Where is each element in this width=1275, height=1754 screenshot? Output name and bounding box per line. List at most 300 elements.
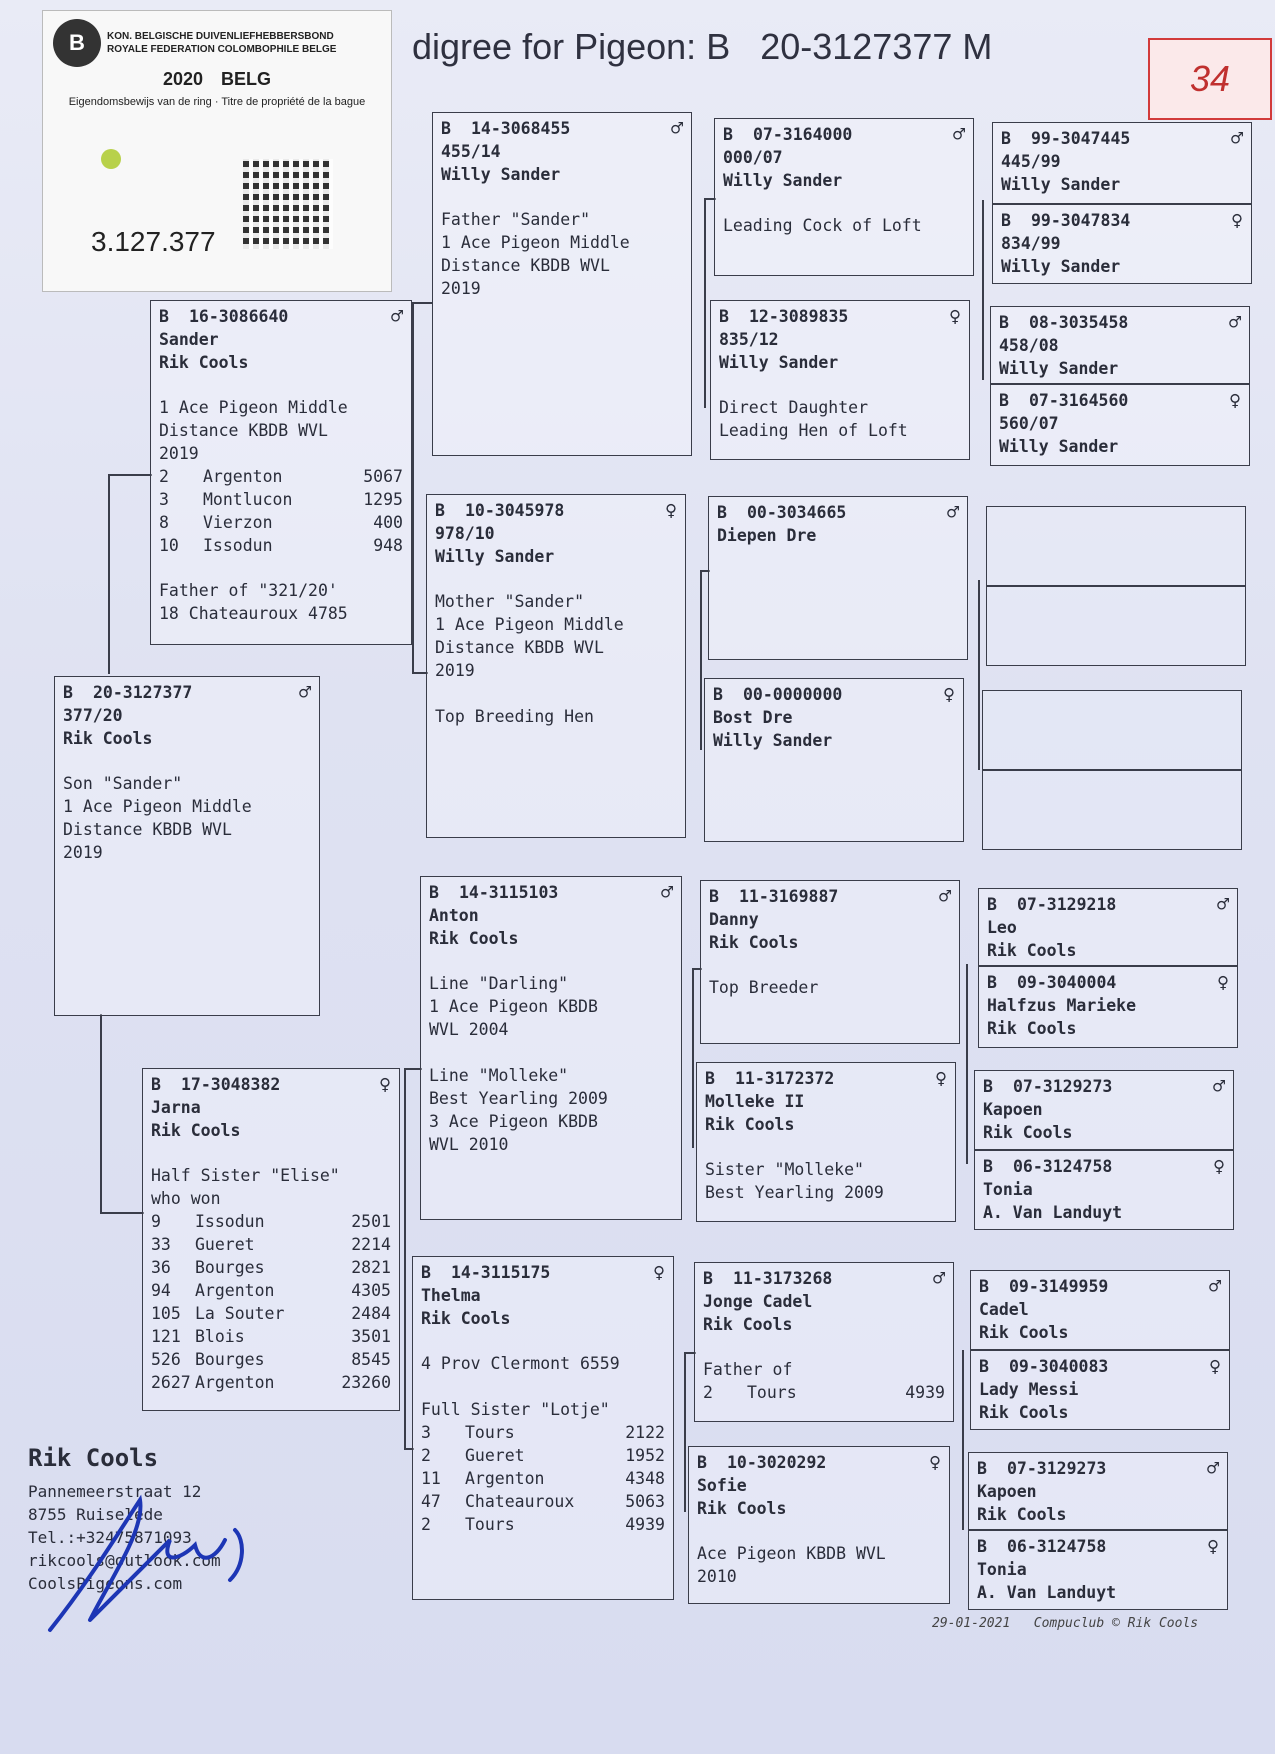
pigeon-card-g9 bbox=[978, 888, 1238, 966]
pigeon-name-line: Rik Cools bbox=[421, 1309, 511, 1328]
note-line: 1 Ace Pigeon Middle bbox=[441, 233, 630, 252]
result-race: Tours bbox=[747, 1383, 797, 1402]
country-code: B bbox=[435, 501, 445, 520]
pigeon-card-g16 bbox=[968, 1530, 1228, 1610]
note-line: Father "Sander" bbox=[441, 210, 591, 229]
pigeon-card-sire bbox=[150, 300, 412, 645]
result-place: 94 bbox=[151, 1281, 171, 1300]
ring-number: 00-3034665 bbox=[747, 503, 847, 522]
note-line: Distance KBDB WVL bbox=[441, 256, 610, 275]
pigeon-card-dsd bbox=[696, 1062, 956, 1222]
result-birds: 2214 bbox=[351, 1235, 391, 1254]
connector-line bbox=[404, 1318, 406, 1448]
result-birds: 4939 bbox=[625, 1515, 665, 1534]
pigeon-name-line: 560/07 bbox=[999, 414, 1059, 433]
page-title: digree for Pigeon: B 20-3127377 M bbox=[412, 26, 993, 67]
connector-line bbox=[700, 570, 702, 750]
connector-line bbox=[704, 198, 706, 408]
result-row bbox=[151, 1302, 391, 1325]
spacer bbox=[441, 186, 683, 208]
result-race: Argenton bbox=[195, 1281, 275, 1300]
pigeon-header bbox=[713, 683, 955, 706]
male-icon: ♂ bbox=[938, 884, 951, 908]
female-icon: ♀ bbox=[1206, 1534, 1219, 1558]
result-race: Vierzon bbox=[203, 513, 273, 532]
male-icon: ♂ bbox=[946, 500, 959, 524]
result-row bbox=[151, 1256, 391, 1279]
country-code: B bbox=[441, 119, 451, 138]
note-line: 4 Prov Clermont 6559 bbox=[421, 1354, 620, 1373]
pigeon-name-line: Rik Cools bbox=[977, 1505, 1067, 1524]
ring-number: 99-3047445 bbox=[1031, 129, 1131, 148]
country-code: B bbox=[697, 1453, 707, 1472]
pigeon-name-line: 458/08 bbox=[999, 336, 1059, 355]
result-race: Bourges bbox=[195, 1350, 265, 1369]
owner-street: Pannemeerstraat 12 bbox=[28, 1482, 202, 1501]
result-row bbox=[421, 1421, 665, 1444]
result-race: La Souter bbox=[195, 1304, 285, 1323]
result-place: 3 bbox=[159, 490, 169, 509]
note-line: Line "Molleke" bbox=[429, 1066, 569, 1085]
pigeon-name-line: Rik Cools bbox=[159, 353, 249, 372]
spacer bbox=[709, 954, 951, 976]
ring-card-country: BELG bbox=[221, 69, 272, 89]
note-line: Distance KBDB WVL bbox=[435, 638, 604, 657]
spacer bbox=[159, 374, 403, 396]
note-line: WVL 2004 bbox=[429, 1020, 509, 1039]
country-code: B bbox=[429, 883, 439, 902]
pigeon-name-line: Molleke II bbox=[705, 1092, 805, 1111]
note-line: who won bbox=[151, 1189, 221, 1208]
note-line: Distance KBDB WVL bbox=[159, 421, 328, 440]
country-code: B bbox=[159, 307, 169, 326]
result-row bbox=[151, 1210, 391, 1233]
ring-number: 00-0000000 bbox=[743, 685, 843, 704]
note-line: Best Yearling 2009 bbox=[429, 1089, 608, 1108]
connector-line bbox=[692, 968, 694, 1148]
note-line: Top Breeding Hen bbox=[435, 707, 594, 726]
country-code: B bbox=[1001, 129, 1011, 148]
pigeon-card-dam bbox=[142, 1068, 400, 1411]
pigeon-name-line: Rik Cools bbox=[703, 1315, 793, 1334]
pigeon-header bbox=[159, 305, 403, 328]
pigeon-card-sds bbox=[708, 496, 968, 660]
result-race: Argenton bbox=[195, 1373, 275, 1392]
female-icon: ♀ bbox=[664, 498, 677, 522]
female-icon: ♀ bbox=[378, 1072, 391, 1096]
connector-line bbox=[404, 1068, 406, 1318]
pigeon-name-line: Willy Sander bbox=[999, 359, 1119, 378]
country-code: B bbox=[977, 1537, 987, 1556]
pigeon-header bbox=[979, 1275, 1221, 1298]
pigeon-card-g14 bbox=[970, 1350, 1230, 1430]
country-code: B bbox=[999, 391, 1009, 410]
result-race: Montlucon bbox=[203, 490, 293, 509]
result-place: 2627 bbox=[151, 1373, 191, 1392]
note-line bbox=[429, 1041, 673, 1064]
pigeon-name-line: Rik Cools bbox=[151, 1121, 241, 1140]
result-place: 121 bbox=[151, 1327, 181, 1346]
qr-code-icon bbox=[243, 159, 333, 249]
pigeon-header bbox=[987, 893, 1229, 916]
male-icon: ♂ bbox=[932, 1266, 945, 1290]
male-icon: ♂ bbox=[1208, 1274, 1221, 1298]
country-code: B bbox=[719, 307, 729, 326]
ring-number: 14-3115175 bbox=[451, 1263, 551, 1282]
pigeon-name-line: Rik Cools bbox=[709, 933, 799, 952]
note-line: Full Sister "Lotje" bbox=[421, 1400, 610, 1419]
result-race: Blois bbox=[195, 1327, 245, 1346]
ring-number: 07-3164560 bbox=[1029, 391, 1129, 410]
result-row bbox=[151, 1279, 391, 1302]
pigeon-card-g3 bbox=[990, 306, 1250, 384]
result-birds: 4348 bbox=[625, 1469, 665, 1488]
owner-web: CoolsPigeons.com bbox=[28, 1574, 183, 1593]
note-line: 18 Chateauroux 4785 bbox=[159, 604, 348, 623]
ring-number: 11-3169887 bbox=[739, 887, 839, 906]
result-place: 2 bbox=[703, 1383, 713, 1402]
spacer bbox=[435, 568, 677, 590]
ring-card-owner-line: Eigendomsbewijs van de ring · Titre de propriété de la bague bbox=[68, 96, 366, 108]
ring-card-number: 3.127.377 bbox=[91, 226, 216, 257]
pigeon-card-ds bbox=[420, 876, 682, 1220]
signature-icon bbox=[30, 1470, 270, 1650]
kbdb-logo-icon: B bbox=[53, 19, 101, 67]
pigeon-name-line: 377/20 bbox=[63, 706, 123, 725]
country-code: B bbox=[983, 1157, 993, 1176]
note-line: WVL 2010 bbox=[429, 1135, 509, 1154]
pigeon-card-g4 bbox=[990, 384, 1250, 466]
note-line: 1 Ace Pigeon KBDB bbox=[429, 997, 598, 1016]
ring-number: 99-3047834 bbox=[1031, 211, 1131, 230]
pigeon-name-line: Willy Sander bbox=[723, 171, 843, 190]
result-place: 2 bbox=[421, 1515, 431, 1534]
pigeon-name-line: Willy Sander bbox=[713, 731, 833, 750]
result-place: 8 bbox=[159, 513, 169, 532]
pigeon-name-line: Kapoen bbox=[977, 1482, 1037, 1501]
country-code: B bbox=[987, 973, 997, 992]
result-place: 10 bbox=[159, 536, 179, 555]
pigeon-name-line: Sofie bbox=[697, 1476, 747, 1495]
pigeon-name-line: Rik Cools bbox=[983, 1123, 1073, 1142]
female-icon: ♀ bbox=[1228, 388, 1241, 412]
note-line: Father of "321/20' bbox=[159, 581, 338, 600]
male-icon: ♂ bbox=[670, 116, 683, 140]
ring-number: 06-3124758 bbox=[1007, 1537, 1107, 1556]
spacer bbox=[421, 1330, 665, 1352]
pigeon-name-line: Danny bbox=[709, 910, 759, 929]
ring-number: 06-3124758 bbox=[1013, 1157, 1113, 1176]
ring-number: 11-3172372 bbox=[735, 1069, 835, 1088]
connector-line bbox=[978, 580, 980, 770]
pigeon-header bbox=[983, 1075, 1225, 1098]
pigeon-name-line: 445/99 bbox=[1001, 152, 1061, 171]
male-icon: ♂ bbox=[1206, 1456, 1219, 1480]
note-line: 3 Ace Pigeon KBDB bbox=[429, 1112, 598, 1131]
result-race: Gueret bbox=[195, 1235, 255, 1254]
result-row bbox=[159, 534, 403, 557]
pigeon-name-line: Rik Cools bbox=[979, 1403, 1069, 1422]
pigeon-header bbox=[421, 1261, 665, 1284]
result-race: Chateauroux bbox=[465, 1492, 575, 1511]
male-icon: ♂ bbox=[1212, 1074, 1225, 1098]
result-birds: 4305 bbox=[351, 1281, 391, 1300]
pigeon-name-line: Rik Cools bbox=[987, 941, 1077, 960]
owner-name: Rik Cools bbox=[28, 1444, 159, 1472]
note-line: Top Breeder bbox=[709, 978, 819, 997]
pigeon-header bbox=[703, 1267, 945, 1290]
result-birds: 948 bbox=[373, 536, 403, 555]
pigeon-header bbox=[977, 1535, 1219, 1558]
result-race: Issodun bbox=[203, 536, 273, 555]
result-race: Tours bbox=[465, 1423, 515, 1442]
pigeon-name-line: Rik Cools bbox=[987, 1019, 1077, 1038]
pigeon-name-line: 000/07 bbox=[723, 148, 783, 167]
connector-line bbox=[962, 1350, 964, 1530]
result-row bbox=[151, 1233, 391, 1256]
owner-city: 8755 Ruiselede bbox=[28, 1505, 163, 1524]
pigeon-name-line: Willy Sander bbox=[719, 353, 839, 372]
pigeon-name-line: Tonia bbox=[977, 1560, 1027, 1579]
male-icon: ♂ bbox=[298, 680, 311, 704]
result-birds: 4939 bbox=[905, 1383, 945, 1402]
result-race: Argenton bbox=[465, 1469, 545, 1488]
spacer bbox=[705, 1136, 947, 1158]
spacer bbox=[151, 1142, 391, 1164]
note-line: 1 Ace Pigeon Middle bbox=[159, 398, 348, 417]
pigeon-header bbox=[705, 1067, 947, 1090]
male-icon: ♂ bbox=[1228, 310, 1241, 334]
result-birds: 5063 bbox=[625, 1492, 665, 1511]
pigeon-header bbox=[719, 305, 961, 328]
result-place: 33 bbox=[151, 1235, 171, 1254]
connector-line bbox=[412, 302, 432, 304]
country-code: B bbox=[63, 683, 73, 702]
pigeon-name-line: Tonia bbox=[983, 1180, 1033, 1199]
female-icon: ♀ bbox=[652, 1260, 665, 1284]
pigeon-name-line: Kapoen bbox=[983, 1100, 1043, 1119]
result-row bbox=[159, 465, 403, 488]
result-row bbox=[421, 1513, 665, 1536]
pigeon-header bbox=[441, 117, 683, 140]
pigeon-card-g11 bbox=[974, 1070, 1234, 1150]
result-birds: 1952 bbox=[625, 1446, 665, 1465]
pigeon-card-g1 bbox=[992, 122, 1252, 204]
pigeon-card-g10 bbox=[978, 966, 1238, 1048]
male-icon: ♂ bbox=[390, 304, 403, 328]
note-line: 2019 bbox=[441, 279, 481, 298]
country-code: B bbox=[979, 1357, 989, 1376]
result-row bbox=[151, 1371, 391, 1394]
female-icon: ♀ bbox=[948, 304, 961, 328]
note-line: Half Sister "Elise" bbox=[151, 1166, 340, 1185]
note-line: Direct Daughter bbox=[719, 398, 869, 417]
spacer bbox=[63, 750, 311, 772]
result-birds: 3501 bbox=[351, 1327, 391, 1346]
result-place: 47 bbox=[421, 1492, 441, 1511]
ring-card-org-line2: ROYALE FEDERATION COLOMBOPHILE BELGE bbox=[107, 44, 337, 55]
result-race: Issodun bbox=[195, 1212, 265, 1231]
country-code: B bbox=[1001, 211, 1011, 230]
spacer bbox=[159, 557, 403, 579]
empty-ancestor-box bbox=[982, 770, 1242, 850]
pigeon-name-line: A. Van Landuyt bbox=[977, 1583, 1117, 1602]
connector-line bbox=[412, 302, 414, 452]
ring-number: 12-3089835 bbox=[749, 307, 849, 326]
connector-line bbox=[100, 1212, 144, 1214]
pigeon-header bbox=[63, 681, 311, 704]
result-row bbox=[421, 1490, 665, 1513]
pigeon-card-dss bbox=[700, 880, 960, 1044]
result-place: 2 bbox=[159, 467, 169, 486]
ring-number: 08-3035458 bbox=[1029, 313, 1129, 332]
ring-number: 20-3127377 bbox=[93, 683, 193, 702]
female-icon: ♀ bbox=[1216, 970, 1229, 994]
pigeon-header bbox=[999, 389, 1241, 412]
country-code: B bbox=[979, 1277, 989, 1296]
pigeon-name-line: Lady Messi bbox=[979, 1380, 1079, 1399]
country-code: B bbox=[987, 895, 997, 914]
owner-email: rikcools@outlook.com bbox=[28, 1551, 221, 1570]
result-place: 105 bbox=[151, 1304, 181, 1323]
pigeon-card-sdd bbox=[704, 678, 964, 842]
ring-number: 07-3129273 bbox=[1007, 1459, 1107, 1478]
connector-line bbox=[100, 1014, 102, 1214]
result-race: Gueret bbox=[465, 1446, 525, 1465]
country-code: B bbox=[705, 1069, 715, 1088]
female-icon: ♀ bbox=[1208, 1354, 1221, 1378]
spacer bbox=[723, 192, 965, 214]
result-place: 36 bbox=[151, 1258, 171, 1277]
result-birds: 5067 bbox=[363, 467, 403, 486]
pigeon-card-g2 bbox=[992, 204, 1252, 284]
ring-card bbox=[42, 10, 392, 292]
pigeon-name-line: Willy Sander bbox=[435, 547, 555, 566]
result-birds: 2501 bbox=[351, 1212, 391, 1231]
pigeon-header bbox=[435, 499, 677, 522]
connector-line bbox=[412, 452, 414, 672]
pigeon-header bbox=[987, 971, 1229, 994]
result-row bbox=[421, 1467, 665, 1490]
owner-phone: Tel.:+32475871093 bbox=[28, 1528, 192, 1547]
pigeon-name-line: Willy Sander bbox=[441, 165, 561, 184]
male-icon: ♂ bbox=[1230, 126, 1243, 150]
connector-line bbox=[966, 964, 968, 1164]
result-place: 526 bbox=[151, 1350, 181, 1369]
result-row bbox=[703, 1381, 945, 1404]
note-line: Father of bbox=[703, 1360, 793, 1379]
empty-ancestor-box bbox=[986, 586, 1246, 666]
country-code: B bbox=[717, 503, 727, 522]
spacer bbox=[429, 950, 673, 972]
ring-card-dot-icon bbox=[101, 149, 121, 169]
note-line: 1 Ace Pigeon Middle bbox=[435, 615, 624, 634]
ring-card-org-line1: KON. BELGISCHE DUIVENLIEFHEBBERSBOND bbox=[107, 31, 334, 42]
pigeon-header bbox=[1001, 209, 1243, 232]
result-birds: 2122 bbox=[625, 1423, 665, 1442]
ring-number: 09-3149959 bbox=[1009, 1277, 1109, 1296]
pigeon-name-line: Jonge Cadel bbox=[703, 1292, 813, 1311]
result-birds: 8545 bbox=[351, 1350, 391, 1369]
pigeon-name-line: Thelma bbox=[421, 1286, 481, 1305]
pigeon-card-dds bbox=[694, 1262, 954, 1422]
ring-number: 10-3020292 bbox=[727, 1453, 827, 1472]
result-row bbox=[151, 1348, 391, 1371]
result-row bbox=[159, 511, 403, 534]
ring-card-year: 2020 bbox=[162, 69, 204, 89]
ring-number: 17-3048382 bbox=[181, 1075, 281, 1094]
pigeon-card-dd bbox=[412, 1256, 674, 1600]
pigeon-name-line: Leo bbox=[987, 918, 1017, 937]
pigeon-header bbox=[723, 123, 965, 146]
pigeon-header bbox=[1001, 127, 1243, 150]
ring-number: 07-3129273 bbox=[1013, 1077, 1113, 1096]
pigeon-header bbox=[709, 885, 951, 908]
male-icon: ♂ bbox=[660, 880, 673, 904]
result-row bbox=[421, 1444, 665, 1467]
connector-line bbox=[684, 1352, 686, 1512]
pigeon-name-line: Rik Cools bbox=[697, 1499, 787, 1518]
pigeon-name-line: 834/99 bbox=[1001, 234, 1061, 253]
ring-number: 16-3086640 bbox=[189, 307, 289, 326]
pigeon-header bbox=[999, 311, 1241, 334]
note-line: Best Yearling 2009 bbox=[705, 1183, 884, 1202]
connector-line bbox=[108, 474, 110, 674]
country-code: B bbox=[151, 1075, 161, 1094]
note-line: 1 Ace Pigeon Middle bbox=[63, 797, 252, 816]
pigeon-card-subject bbox=[54, 676, 320, 1016]
country-code: B bbox=[977, 1459, 987, 1478]
pigeon-name-line: Rik Cools bbox=[429, 929, 519, 948]
pigeon-name-line: Bost Dre bbox=[713, 708, 793, 727]
connector-line bbox=[982, 200, 984, 380]
spacer bbox=[697, 1520, 941, 1542]
result-birds: 2821 bbox=[351, 1258, 391, 1277]
result-place: 3 bbox=[421, 1423, 431, 1442]
credits: 29-01-2021 Compuclub © Rik Cools bbox=[932, 1616, 1199, 1631]
female-icon: ♀ bbox=[1212, 1154, 1225, 1178]
pigeon-header bbox=[717, 501, 959, 524]
folio-mark: 34 bbox=[1148, 38, 1272, 120]
pigeon-header bbox=[429, 881, 673, 904]
pigeon-name-line: Cadel bbox=[979, 1300, 1029, 1319]
ring-number: 14-3115103 bbox=[459, 883, 559, 902]
pigeon-name-line: Sander bbox=[159, 330, 219, 349]
pigeon-name-line: 455/14 bbox=[441, 142, 501, 161]
note-line bbox=[421, 1375, 665, 1398]
female-icon: ♀ bbox=[928, 1450, 941, 1474]
pigeon-name-line: 978/10 bbox=[435, 524, 495, 543]
result-birds: 400 bbox=[373, 513, 403, 532]
country-code: B bbox=[723, 125, 733, 144]
pigeon-header bbox=[983, 1155, 1225, 1178]
note-line: Distance KBDB WVL bbox=[63, 820, 232, 839]
pigeon-card-ddd bbox=[688, 1446, 950, 1604]
result-birds: 1295 bbox=[363, 490, 403, 509]
male-icon: ♂ bbox=[952, 122, 965, 146]
note-line: Line "Darling" bbox=[429, 974, 569, 993]
empty-ancestor-box bbox=[986, 506, 1246, 586]
pigeon-name-line: Rik Cools bbox=[63, 729, 153, 748]
pigeon-name-line: 835/12 bbox=[719, 330, 779, 349]
country-code: B bbox=[709, 887, 719, 906]
pigeon-card-sd bbox=[426, 494, 686, 838]
ring-number: 07-3129218 bbox=[1017, 895, 1117, 914]
pigeon-name-line: Rik Cools bbox=[979, 1323, 1069, 1342]
note-line bbox=[435, 682, 677, 705]
ring-number: 07-3164000 bbox=[753, 125, 853, 144]
pigeon-header bbox=[697, 1451, 941, 1474]
